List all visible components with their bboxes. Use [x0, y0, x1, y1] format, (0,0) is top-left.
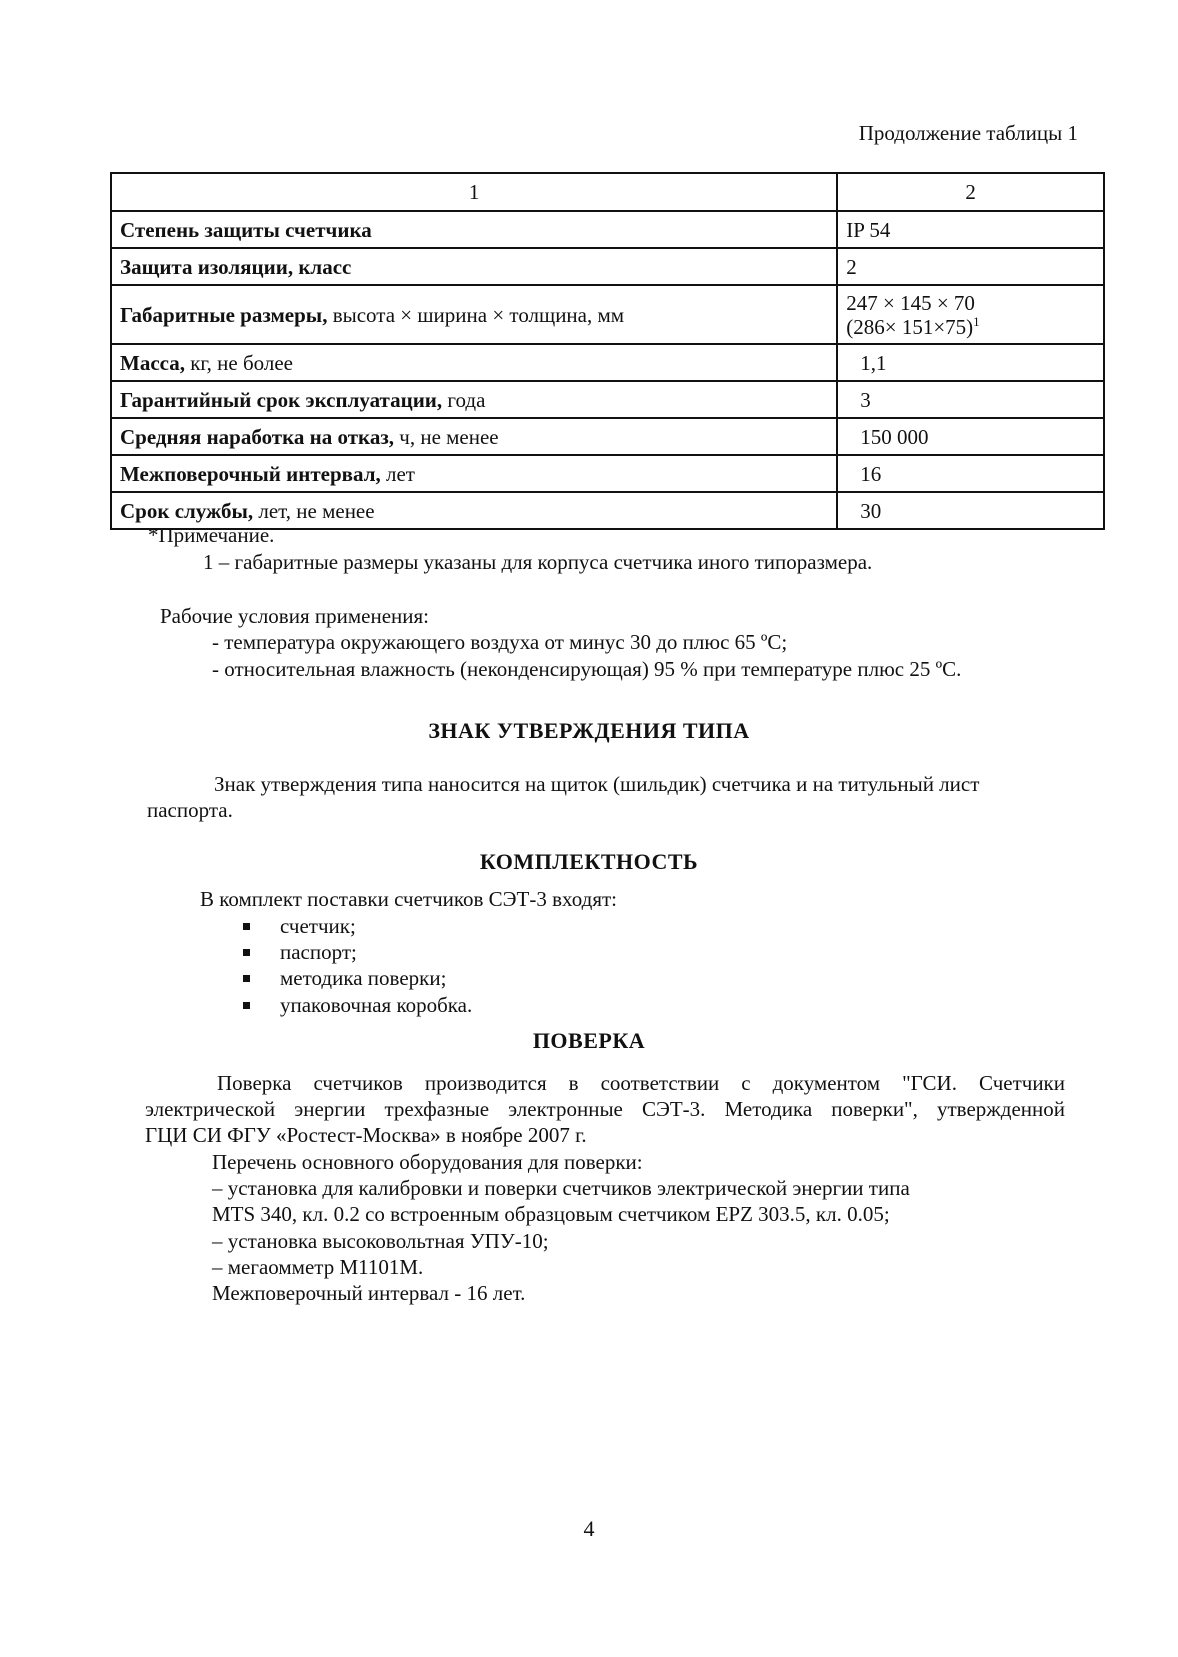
note-text: 1 – габаритные размеры указаны для корпуса счетчика иного типоразмера. — [203, 550, 873, 574]
note-title: *Примечание. — [148, 523, 275, 547]
row-label-rest: кг, не более — [184, 351, 294, 375]
approval-text-line2: паспорта. — [147, 798, 233, 822]
row-value: IP 54 — [837, 211, 1104, 248]
row-label-rest: лет — [380, 462, 415, 486]
approval-heading: ЗНАК УТВЕРЖДЕНИЯ ТИПА — [428, 718, 750, 743]
table-row — [111, 381, 1104, 418]
verification-heading: ПОВЕРКА — [532, 1028, 646, 1053]
completeness-item-text: упаковочная коробка. — [280, 993, 473, 1017]
verification-line2: электрической энергии трехфазные электронные СЭТ-3. Методика поверки", утвержденной — [145, 1097, 1065, 1121]
table-header-col2: 2 — [837, 173, 1104, 211]
row-label-bold: Межповерочный интервал, — [120, 462, 381, 486]
table-header-row — [111, 173, 1104, 211]
row-label — [111, 344, 837, 381]
completeness-item-text: паспорт; — [280, 940, 357, 964]
row-value: 3 — [837, 381, 1104, 418]
completeness-heading: КОМПЛЕКТНОСТЬ — [479, 849, 699, 874]
table-row — [111, 211, 1104, 248]
row-label-bold: Габаритные размеры, — [120, 303, 328, 327]
row-label-rest: лет, не менее — [253, 499, 375, 523]
completeness-item — [243, 992, 472, 1018]
equipment-item: MTS 340, кл. 0.2 со встроенным образцовым счетчиком EPZ 303.5, кл. 0.05; — [212, 1202, 890, 1226]
conditions-item: - относительная влажность (неконденсирующая) 95 % при температуре плюс 25 ºС. — [212, 657, 962, 681]
row-label — [111, 248, 837, 285]
row-label-rest: года — [442, 388, 486, 412]
bullet-icon — [243, 975, 250, 982]
spec-table — [110, 172, 1105, 530]
row-label-bold: Гарантийный срок эксплуатации, — [120, 388, 443, 412]
row-label-bold: Масса, — [120, 351, 185, 375]
equipment-item: – установка высоковольтная УПУ-10; — [212, 1229, 549, 1253]
bullet-icon — [243, 923, 250, 930]
row-label — [111, 285, 837, 344]
completeness-item-text: методика поверки; — [280, 966, 447, 990]
verification-interval: Межповерочный интервал - 16 лет. — [212, 1281, 526, 1305]
equipment-item: – мегаомметр М1101М. — [212, 1255, 424, 1279]
row-label-bold: Срок службы, — [120, 499, 254, 523]
row-label — [111, 418, 837, 455]
row-label-bold: Средняя наработка на отказ, — [120, 425, 395, 449]
page-number: 4 — [583, 1516, 595, 1541]
row-value: 2 — [837, 248, 1104, 285]
row-label — [111, 455, 837, 492]
equipment-title: Перечень основного оборудования для поверки: — [212, 1150, 643, 1174]
row-value: 30 — [837, 492, 1104, 529]
table-row — [111, 418, 1104, 455]
conditions-title: Рабочие условия применения: — [160, 604, 429, 628]
completeness-item-text: счетчик; — [280, 914, 356, 938]
completeness-intro: В комплект поставки счетчиков СЭТ-3 входят: — [200, 887, 617, 911]
row-value-line2 — [846, 315, 1095, 339]
table-row — [111, 344, 1104, 381]
table-caption: Продолжение таблицы 1 — [858, 121, 1078, 145]
row-value: 1,1 — [837, 344, 1104, 381]
row-label-rest: ч, не менее — [394, 425, 499, 449]
verification-line3: ГЦИ СИ ФГУ «Ростест-Москва» в ноябре 2007 г. — [145, 1123, 587, 1147]
bullet-icon — [243, 949, 250, 956]
row-label — [111, 211, 837, 248]
completeness-item — [243, 965, 446, 991]
row-value: 16 — [837, 455, 1104, 492]
table-row — [111, 285, 1104, 344]
conditions-item: - температура окружающего воздуха от минус 30 до плюс 65 ºС; — [212, 630, 788, 654]
completeness-item — [243, 939, 357, 965]
row-value-line1: 247 × 145 × 70 — [846, 291, 975, 315]
row-label-bold: Защита изоляции, класс — [120, 255, 352, 279]
row-label — [111, 381, 837, 418]
row-label-bold: Степень защиты счетчика — [120, 218, 372, 242]
row-value-line2-text: (286× 151×75) — [846, 315, 974, 339]
table-row — [111, 248, 1104, 285]
equipment-item: – установка для калибровки и поверки счетчиков электрической энергии типа — [212, 1176, 910, 1200]
table-row — [111, 455, 1104, 492]
row-value — [837, 285, 1104, 344]
row-label-rest: высота × ширина × толщина, мм — [327, 303, 625, 327]
table-header-col1: 1 — [111, 173, 837, 211]
approval-text-line1: Знак утверждения типа наносится на щиток (шильдик) счетчика и на титульный лист — [214, 772, 980, 796]
row-value: 150 000 — [837, 418, 1104, 455]
footnote-marker: 1 — [973, 314, 980, 329]
completeness-item — [243, 913, 356, 939]
bullet-icon — [243, 1002, 250, 1009]
verification-line1: Поверка счетчиков производится в соответствии с документом "ГСИ. Счетчики — [217, 1071, 1065, 1095]
